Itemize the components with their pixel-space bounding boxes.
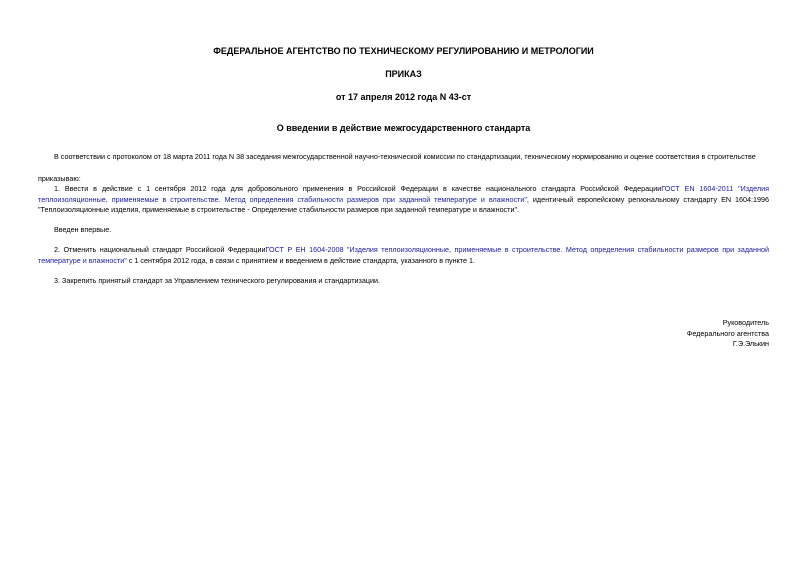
item-2-paragraph [38,245,769,266]
first-introduced-note: Введен впервые. [54,225,112,234]
document-subject: О введении в действие межгосударственного стандарта [276,123,531,133]
item-2-suffix: с 1 сентября 2012 года, в связи с принятием и введением в действие стандарта, указанного в пункте 1. [126,255,475,265]
order-word: приказываю: [38,174,81,183]
item-1-prefix: 1. Ввести в действие с 1 сентября 2012 года для добровольного применения в Российской Федерации в качестве национального стандарта Российской Федерации [54,184,662,193]
gost-r-en-1604-2008-link[interactable]: ГОСТ Р ЕН 1604-2008 "Изделия теплоизоляционные, применяемые в строительстве. Метод определения стабильности размеров при заданной температуре и влажности" [38,245,769,265]
item-2-prefix: 2. Отменить национальный стандарт Российской Федерации [54,245,266,254]
signature-title: Руководитель [722,318,769,327]
document-date-number: от 17 апреля 2012 года N 43-ст [335,92,472,102]
signature-name: Г.Э.Элькин [732,339,769,348]
document-type: ПРИКАЗ [385,69,422,79]
signature-block [687,318,769,350]
item-3-paragraph: 3. Закрепить принятый стандарт за Управлением технического регулирования и стандартизации. [54,276,380,285]
preamble-paragraph: В соответствии с протоколом от 18 марта 2011 года N 38 заседания межгосударственной научно-технической комиссии по стандартизации, техническому нормированию и оценке соответствия в строительстве [54,152,756,161]
gost-en-1604-2011-link[interactable]: ГОСТ EN 1604-2011 "Изделия теплоизоляционные, применяемые в строительстве. Метод определения стабильности размеров при заданной температуре и влажности" [38,184,769,204]
item-1-suffix: , идентичный европейскому региональному стандарту EN 1604:1996 "Теплоизоляционные изделия, применяемые в строительстве - Определение стабильности размеров при заданной температуре и влажности". [38,194,769,214]
item-1-paragraph [38,184,769,216]
agency-title: ФЕДЕРАЛЬНОЕ АГЕНТСТВО ПО ТЕХНИЧЕСКОМУ РЕГУЛИРОВАНИЮ И МЕТРОЛОГИИ [213,46,594,56]
signature-org: Федерального агентства [686,328,769,338]
